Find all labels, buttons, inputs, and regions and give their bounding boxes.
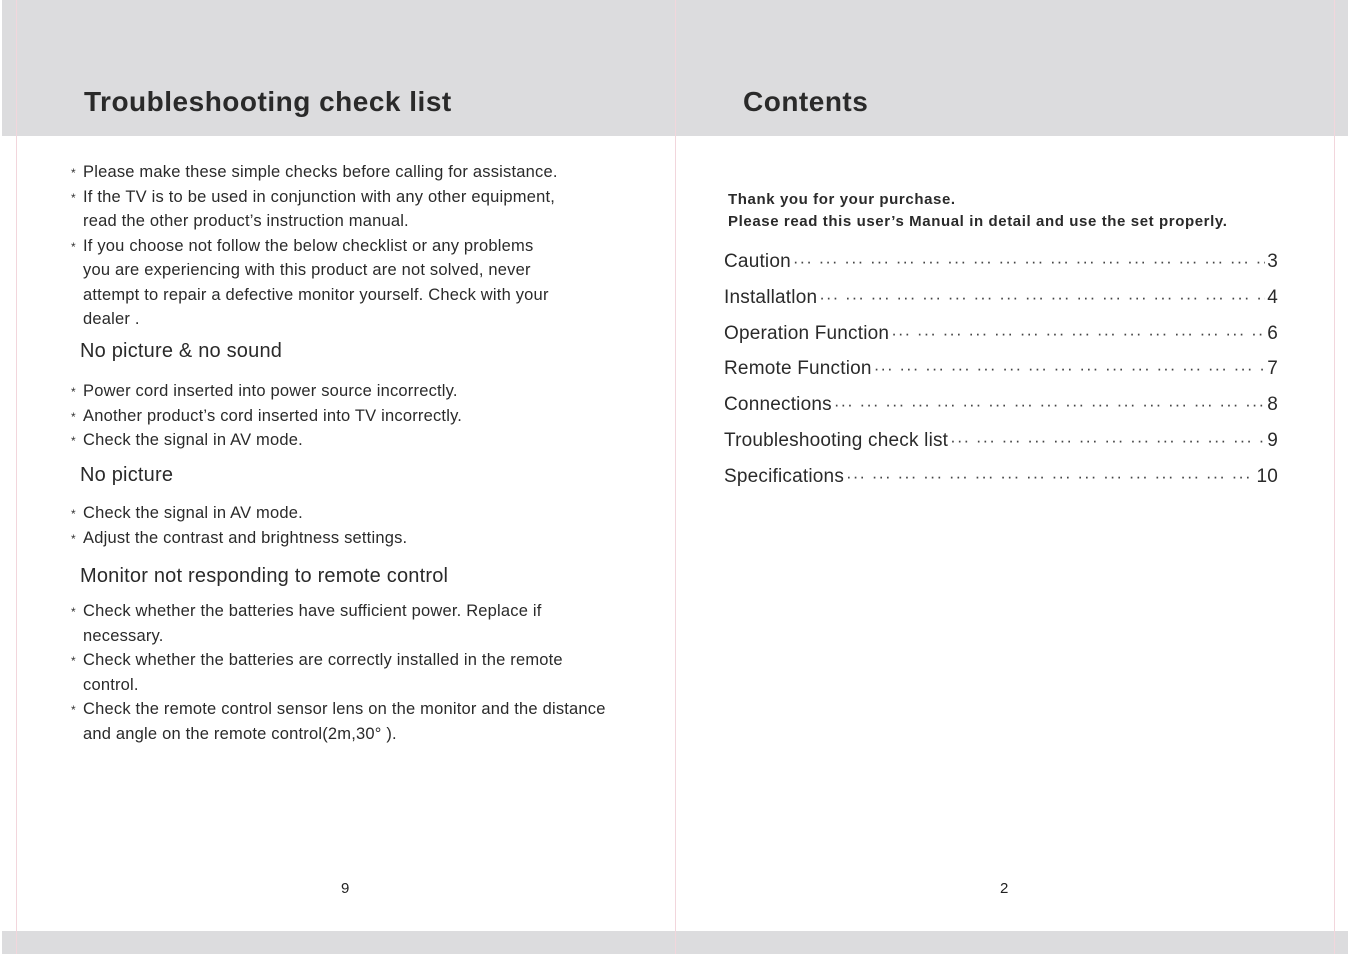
dot-leader [819,288,1265,308]
toc-page: 9 [1267,429,1278,451]
section-heading-remote: Monitor not responding to remote control [80,565,449,587]
list-item: * Another product’s cord inserted into TV incorrectly. [71,406,463,425]
toc-page: 4 [1267,286,1278,308]
toc-entry-remote-function[interactable] [724,358,1278,394]
intro-bullet-list [71,160,558,332]
toc-label: Caution [724,251,791,272]
list-item: * Power cord inserted into power source incorrectly. [71,382,458,400]
toc-label: Operation Function [724,322,890,344]
list-item: * Check the signal in AV mode. [71,504,303,522]
margin-guide [1334,0,1335,954]
table-of-contents [724,251,1278,502]
toc-label: Specifications [724,465,845,487]
toc-label: Troubleshooting check list [724,429,949,451]
toc-entry-caution[interactable] [724,251,1278,287]
toc-page: 8 [1267,394,1278,416]
toc-entry-installation[interactable] [724,287,1278,323]
toc-label: Remote Function [724,358,872,380]
dot-leader [950,431,1265,451]
list-item: * Check whether the batteries have sufficient power. Replace if necessary. [71,602,542,645]
toc-page: 7 [1267,358,1278,380]
list-item: * Please make these simple checks before calling for assistance. [71,163,558,181]
list-item: * Check the remote control sensor lens on the monitor and the distance and angle on the remote control(2m,30° ). [71,700,606,743]
dot-leader [874,359,1266,379]
page-title-contents: Contents [743,86,869,117]
toc-page: 10 [1256,465,1278,487]
list-item: * If the TV is to be used in conjunction with any other equipment, read the other product’s instruction manual. [71,187,556,230]
bullet-list-no-picture [71,501,407,550]
page-divider [675,0,676,954]
intro-text [728,189,1227,233]
dot-leader [846,467,1254,487]
dot-leader [793,252,1265,272]
page-number-right: 2 [1000,880,1009,897]
toc-page: 3 [1267,251,1278,272]
bullet-list-no-picture-no-sound [71,379,462,453]
section-heading-no-picture-no-sound: No picture & no sound [80,340,283,362]
page-title-troubleshooting: Troubleshooting check list [84,86,452,117]
bullet-list-remote [71,599,606,746]
list-item: * Check the signal in AV mode. [71,431,303,449]
list-item: * If you choose not follow the below checklist or any problems you are experiencing with this product are not solved, never attempt to repair a defective monitor yourself. Check with your dealer . [71,236,549,328]
toc-entry-connections[interactable] [724,394,1278,430]
toc-entry-troubleshooting[interactable] [724,430,1278,466]
intro-line: Please read this user’s Manual in detail and use the set properly. [728,213,1228,230]
intro-line: Thank you for your purchase. [728,191,956,208]
dot-leader [891,324,1265,344]
page-number-left: 9 [341,880,350,897]
toc-label: Installatlon [724,286,818,308]
section-heading-no-picture: No picture [80,464,174,486]
list-item: * Check whether the batteries are correctly installed in the remote control. [71,651,563,694]
toc-entry-specifications[interactable] [724,466,1278,502]
toc-page: 6 [1267,322,1278,344]
dot-leader [834,395,1265,415]
toc-label: Connections [724,394,832,416]
toc-entry-operation-function[interactable] [724,323,1278,359]
list-item: * Adjust the contrast and brightness settings. [71,528,408,547]
margin-guide [16,0,17,954]
